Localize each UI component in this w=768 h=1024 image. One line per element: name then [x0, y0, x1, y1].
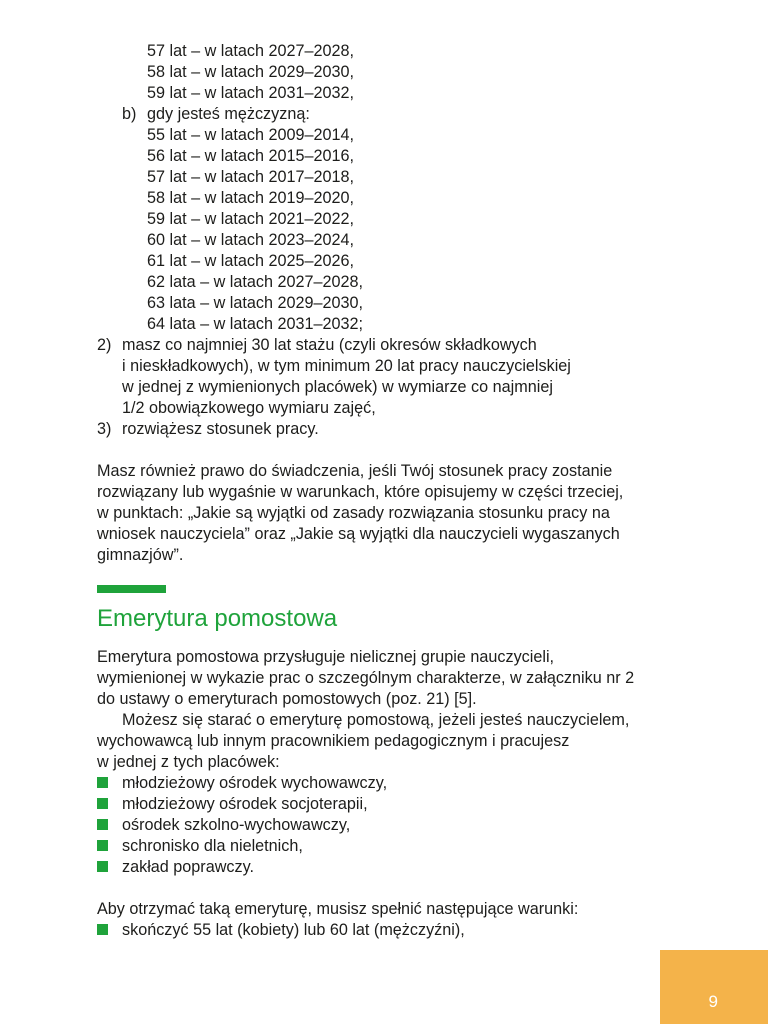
list-marker-3: 3) [97, 420, 112, 438]
condition-line: 1/2 obowiązkowego wymiaru zajęć, [122, 399, 376, 417]
paragraph-line: Aby otrzymać taką emeryturę, musisz spełnić następujące warunki: [97, 900, 579, 918]
paragraph-line: w jednej z tych placówek: [97, 753, 280, 771]
age-year-line: 57 lat – w latach 2017–2018, [147, 168, 354, 186]
paragraph-line: Emerytura pomostowa przysługuje nielicznej grupie nauczycieli, [97, 648, 555, 666]
list-item: zakład poprawczy. [122, 858, 254, 876]
age-year-line: 63 lata – w latach 2029–2030, [147, 294, 364, 312]
age-year-line: 57 lat – w latach 2027–2028, [147, 42, 354, 60]
paragraph-line: Masz również prawo do świadczenia, jeśli Twój stosunek pracy zostanie [97, 462, 613, 480]
paragraph-line: gimnazjów”. [97, 546, 184, 564]
age-year-line: 58 lat – w latach 2019–2020, [147, 189, 354, 207]
age-year-line: 62 lata – w latach 2027–2028, [147, 273, 364, 291]
age-year-line: 61 lat – w latach 2025–2026, [147, 252, 354, 270]
page-number-box [660, 950, 768, 1024]
age-year-line: 55 lat – w latach 2009–2014, [147, 126, 354, 144]
list-marker-b: b) [122, 105, 137, 123]
paragraph-line: rozwiązany lub wygaśnie w warunkach, które opisujemy w części trzeciej, [97, 483, 624, 501]
age-year-line: 56 lat – w latach 2015–2016, [147, 147, 354, 165]
condition-line: rozwiążesz stosunek pracy. [122, 420, 319, 438]
list-item: skończyć 55 lat (kobiety) lub 60 lat (mężczyźni), [122, 921, 465, 939]
condition-line: w jednej z wymienionych placówek) w wymiarze co najmniej [122, 378, 553, 396]
list-item: ośrodek szkolno-wychowawczy, [122, 816, 351, 834]
bullet-square-icon [97, 861, 108, 872]
paragraph-line: do ustawy o emeryturach pomostowych (poz. 21) [5]. [97, 690, 477, 708]
paragraph-line: wymienionej w wykazie prac o szczególnym charakterze, w załączniku nr 2 [97, 669, 635, 687]
bullet-square-icon [97, 924, 108, 935]
condition-line: masz co najmniej 30 lat stażu (czyli okresów składkowych [122, 336, 537, 354]
age-year-line: 59 lat – w latach 2021–2022, [147, 210, 354, 228]
age-year-line: 60 lat – w latach 2023–2024, [147, 231, 354, 249]
list-item: schronisko dla nieletnich, [122, 837, 303, 855]
paragraph-line: Możesz się starać o emeryturę pomostową, jeżeli jesteś nauczycielem, [122, 711, 630, 729]
bullet-square-icon [97, 840, 108, 851]
bullet-square-icon [97, 798, 108, 809]
age-year-line: 64 lata – w latach 2031–2032; [147, 315, 364, 333]
men-label: gdy jesteś mężczyzną: [147, 105, 310, 123]
list-marker-2: 2) [97, 336, 112, 354]
section-heading: Emerytura pomostowa [97, 605, 338, 632]
condition-line: i nieskładkowych), w tym minimum 20 lat pracy nauczycielskiej [122, 357, 571, 375]
page-number: 9 [708, 992, 718, 1011]
list-item: młodzieżowy ośrodek socjoterapii, [122, 795, 368, 813]
paragraph-line: w punktach: „Jakie są wyjątki od zasady rozwiązania stosunku pracy na [97, 504, 610, 522]
bullet-square-icon [97, 819, 108, 830]
paragraph-line: wniosek nauczyciela” oraz „Jakie są wyjątki dla nauczycieli wygaszanych [97, 525, 620, 543]
bullet-square-icon [97, 777, 108, 788]
age-year-line: 59 lat – w latach 2031–2032, [147, 84, 354, 102]
paragraph-line: wychowawcą lub innym pracownikiem pedagogicznym i pracujesz [97, 732, 570, 750]
list-item: młodzieżowy ośrodek wychowawczy, [122, 774, 388, 792]
section-accent-bar [97, 585, 166, 593]
age-year-line: 58 lat – w latach 2029–2030, [147, 63, 354, 81]
